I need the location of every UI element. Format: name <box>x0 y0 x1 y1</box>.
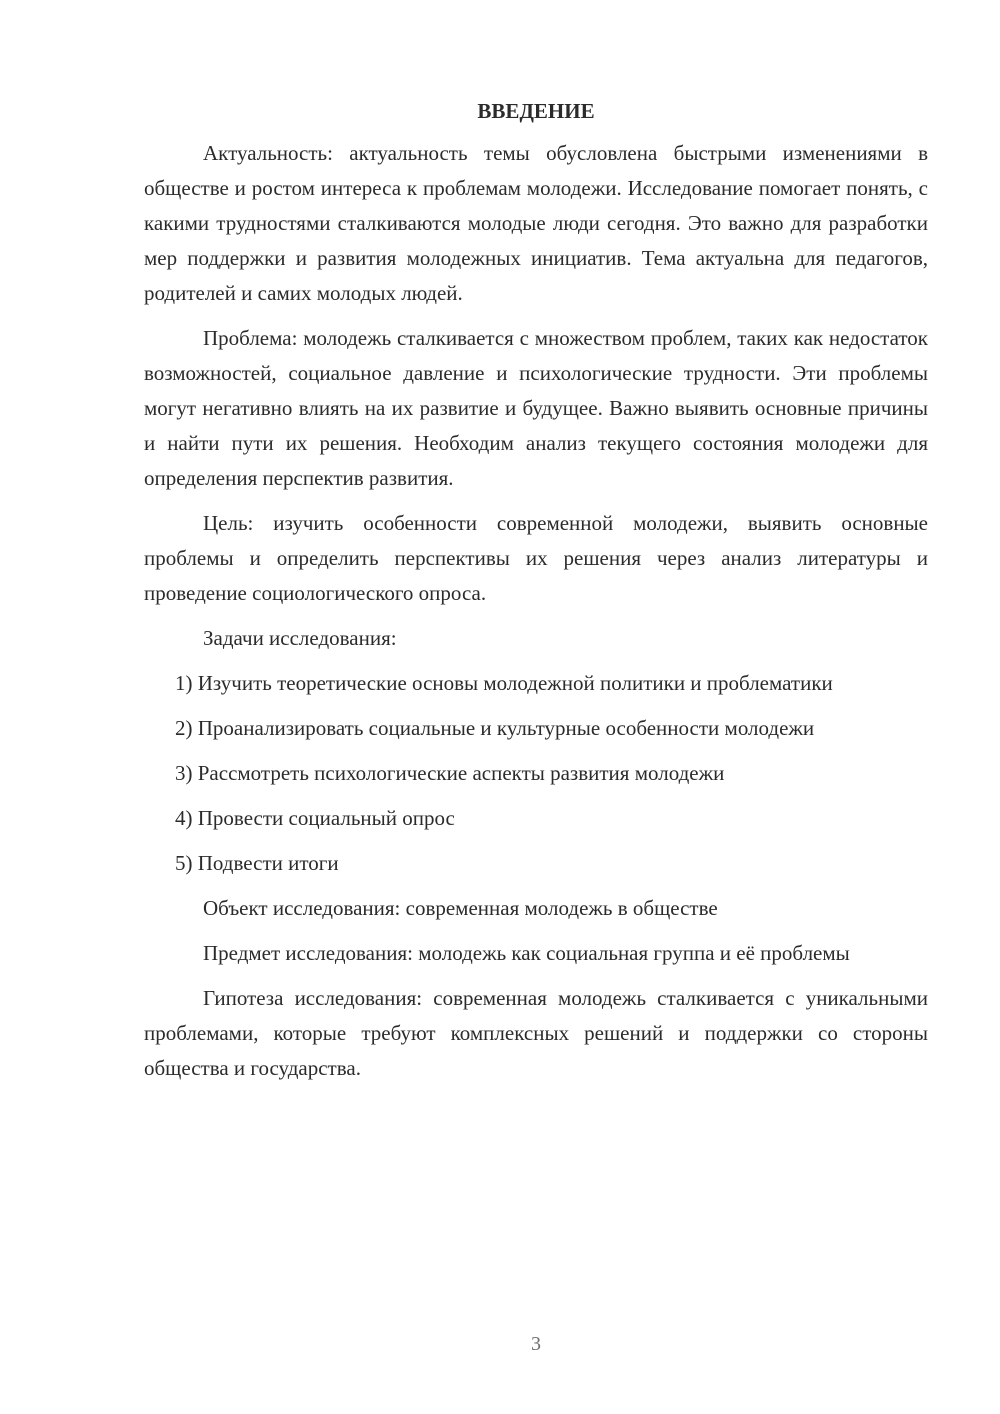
paragraph-goal: Цель: изучить особенности современной молодежи, выявить основные проблемы и определить перспективы их решения через анализ литературы и проведение социологического опроса. <box>144 511 928 605</box>
paragraph-tasks-heading: Задачи исследования: <box>203 626 397 650</box>
paragraph-relevance: Актуальность: актуальность темы обусловлена быстрыми изменениями в обществе и ростом интереса к проблемам молодежи. Исследование помогает понять, с какими трудностями сталкиваются молодые люди сегодня. Это важно для разработки мер поддержки и развития молодежных инициатив. Тема актуальна для педагогов, родителей и самих молодых людей. <box>144 141 928 305</box>
paragraph-problem: Проблема: молодежь сталкивается с множеством проблем, таких как недостаток возможностей, социальное давление и психологические трудности. Эти проблемы могут негативно влиять на их развитие и будущее. Важно выявить основные причины и найти пути их решения. Необходим анализ текущего состояния молодежи для определения перспектив развития. <box>144 326 928 490</box>
task-item-1: 1) Изучить теоретические основы молодежной политики и проблематики <box>175 671 833 695</box>
section-title: ВВЕДЕНИЕ <box>477 99 595 123</box>
task-item-2: 2) Проанализировать социальные и культурные особенности молодежи <box>175 716 815 740</box>
paragraph-object: Объект исследования: современная молодежь в обществе <box>203 896 718 920</box>
page-number: 3 <box>531 1333 541 1355</box>
task-item-5: 5) Подвести итоги <box>175 851 339 875</box>
paragraph-hypothesis: Гипотеза исследования: современная молодежь сталкивается с уникальными проблемами, которые требуют комплексных решений и поддержки со стороны общества и государства. <box>144 986 928 1080</box>
paragraph-subject: Предмет исследования: молодежь как социальная группа и её проблемы <box>203 941 850 965</box>
task-item-4: 4) Провести социальный опрос <box>175 806 455 830</box>
task-item-3: 3) Рассмотреть психологические аспекты развития молодежи <box>175 761 725 785</box>
page-content <box>144 96 928 1096</box>
